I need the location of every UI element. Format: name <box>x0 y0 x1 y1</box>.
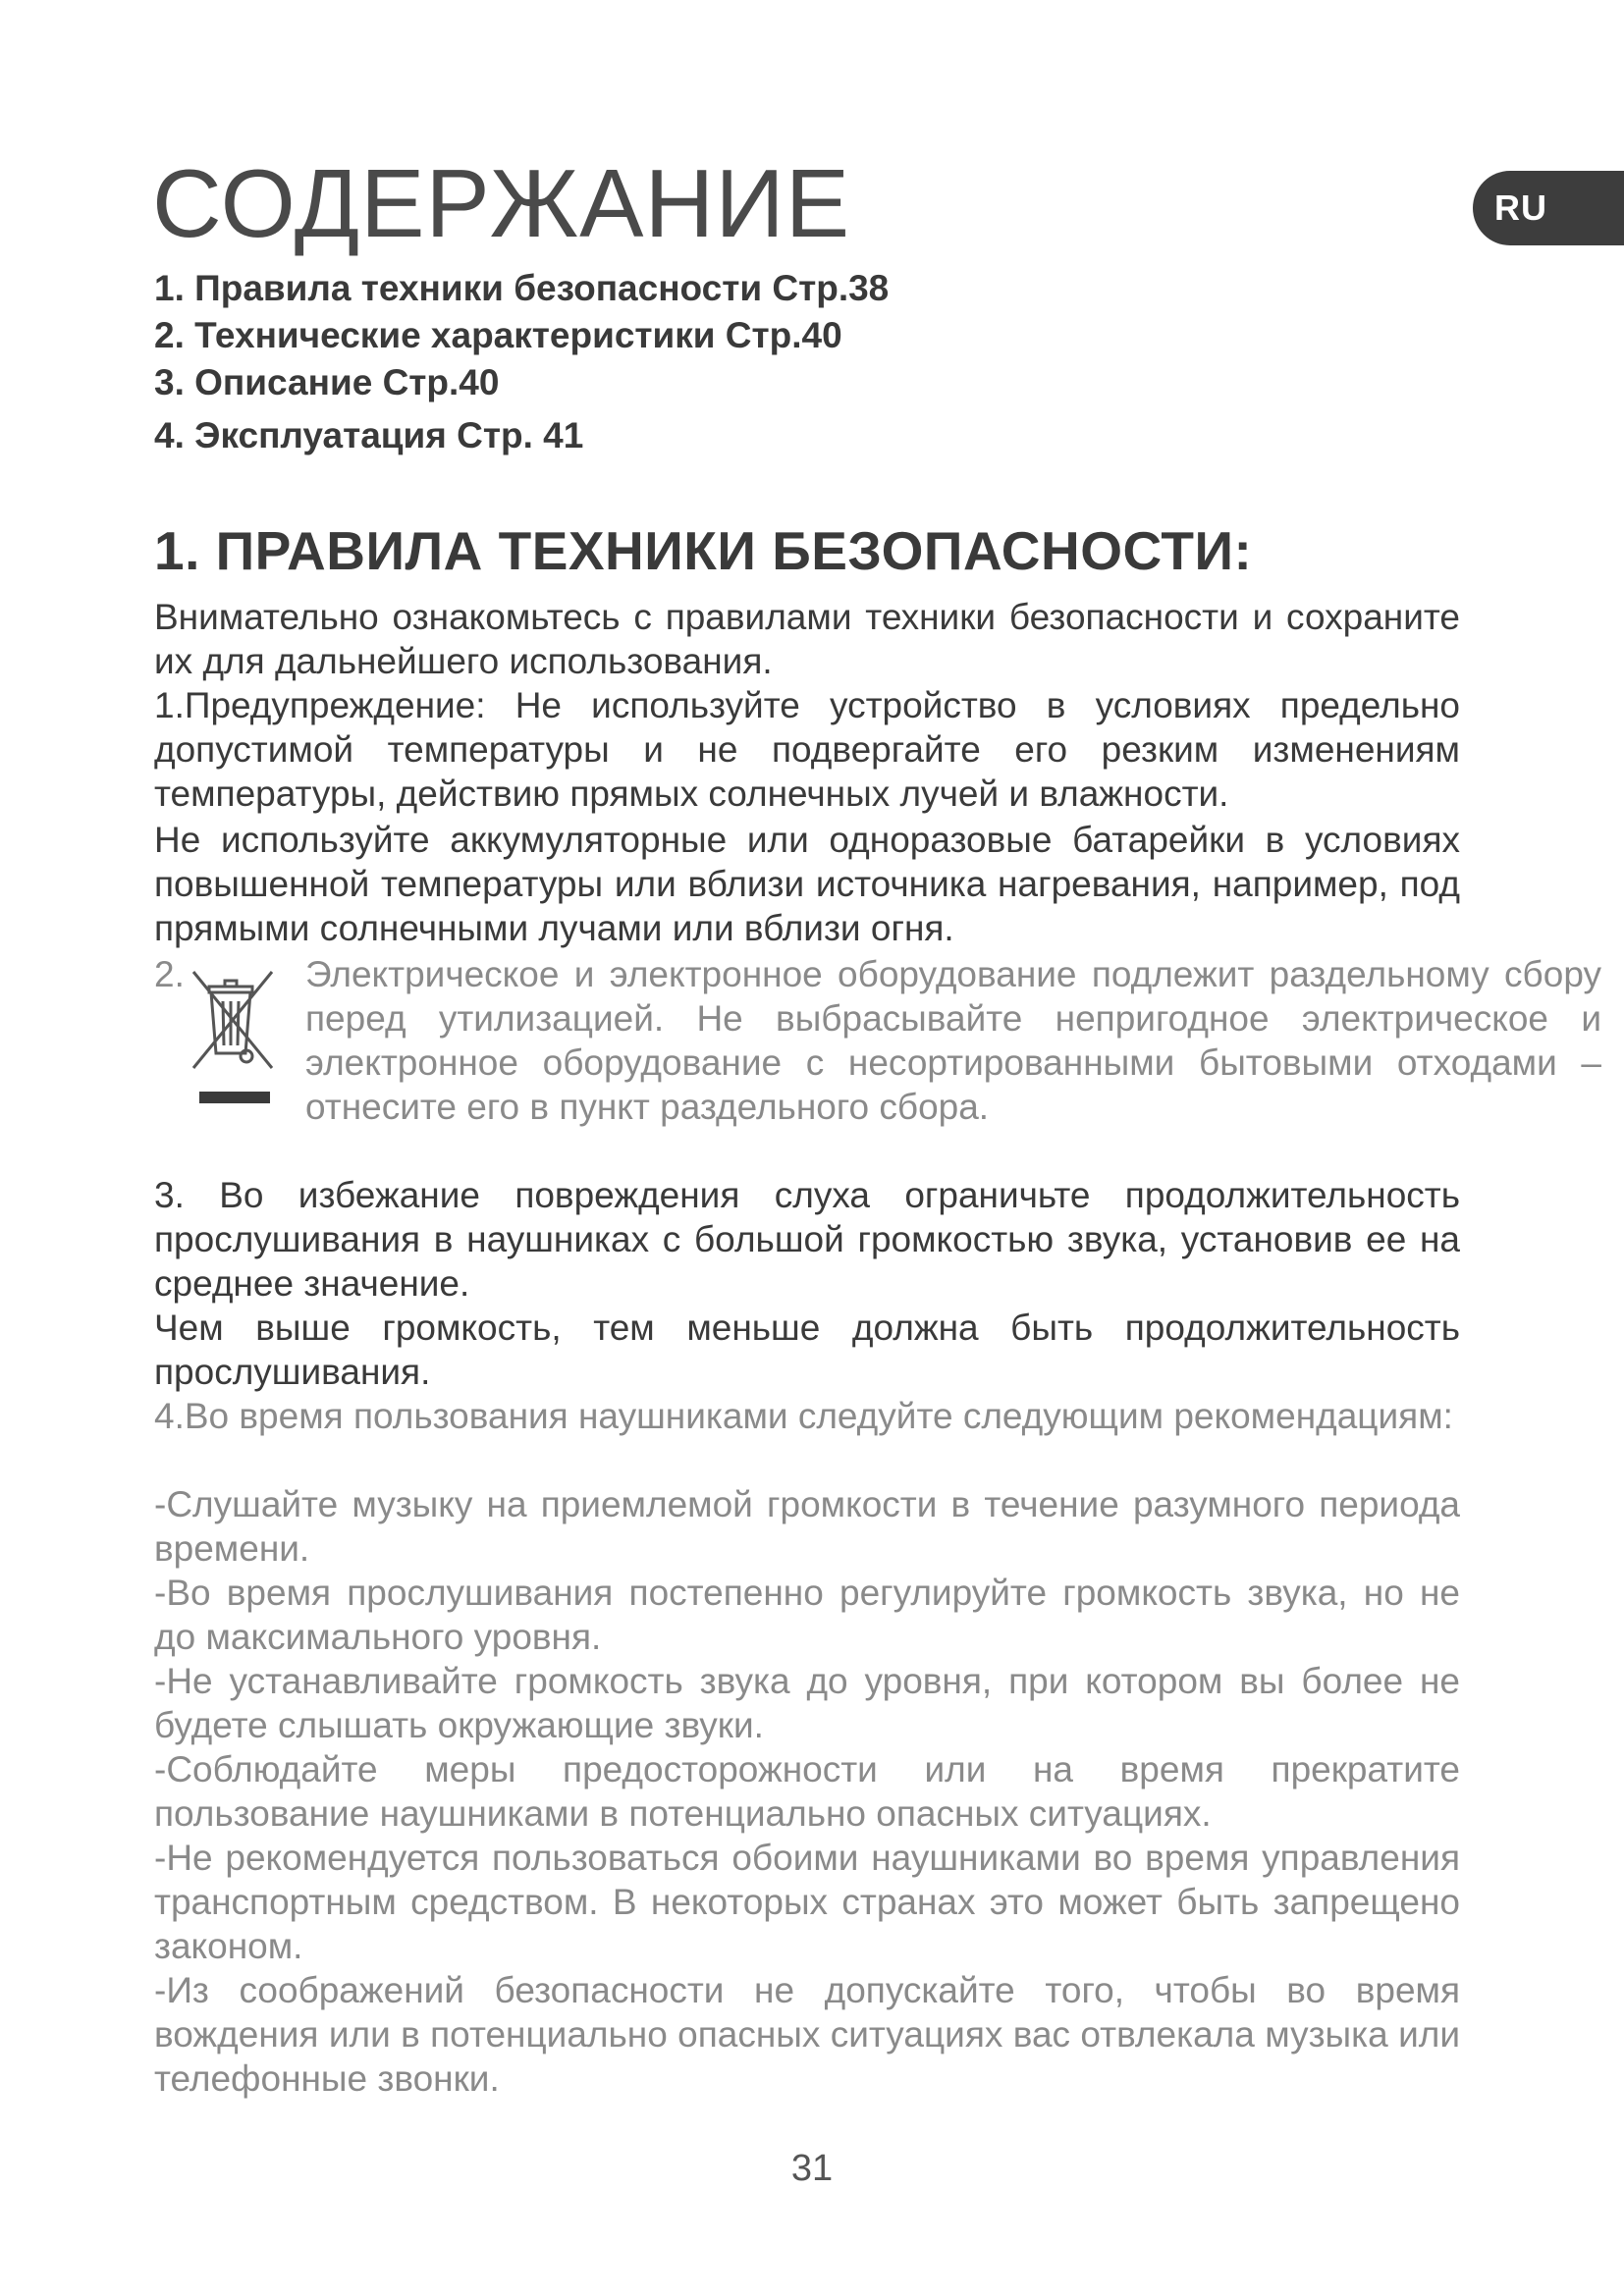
language-tab: RU <box>1473 171 1624 245</box>
disposal-paragraph: Электрическое и электронное оборудование подлежит раздельному сбору перед утилизацией. Не выбрасывайте непригодное электрическое и электронное оборудование с несортированными бытовыми отходами – отнесите его в пункт раздельного сбора. <box>305 954 1601 1127</box>
page-title: СОДЕРЖАНИЕ <box>152 149 851 257</box>
recommendation-item: -Во время прослушивания постепенно регулируйте громкость звука, но не до максимального уровня. <box>154 1573 1460 1657</box>
intro-paragraph: Внимательно ознакомьтесь с правилами техники безопасности и сохраните их для дальнейшего использования. <box>154 597 1460 681</box>
toc-item: 1. Правила техники безопасности Стр.38 <box>154 268 890 308</box>
disposal-number: 2. <box>154 954 185 994</box>
section-heading: 1. ПРАВИЛА ТЕХНИКИ БЕЗОПАСНОСТИ: <box>154 520 1253 581</box>
recommendation-item: -Не устанавливайте громкость звука до уровня, при котором вы более не будете слышать окружающие звуки. <box>154 1661 1460 1745</box>
hearing-paragraph: 3. Во избежание повреждения слуха ограничьте продолжительность прослушивания в наушниках с большой громкостью звука, установив ее на среднее значение. <box>154 1175 1460 1304</box>
table-of-contents <box>154 265 889 459</box>
page-number: 31 <box>790 2148 834 2189</box>
warning-paragraph-1: 1.Предупреждение: Не используйте устройство в условиях предельно допустимой температуры и не подвергайте его резким изменениям температуры, действию прямых солнечных лучей и влажности. <box>154 685 1460 814</box>
recommendations-intro: 4.Во время пользования наушниками следуйте следующим рекомендациям: <box>154 1396 1453 1436</box>
battery-paragraph: Не используйте аккумуляторные или одноразовые батарейки в условиях повышенной температуры или вблизи источника нагревания, например, под прямыми солнечными лучами или вблизи огня. <box>154 820 1460 948</box>
crossed-out-wheelie-bin-icon <box>189 962 278 1109</box>
recommendation-item: -Слушайте музыку на приемлемой громкости в течение разумного периода времени. <box>154 1484 1460 1569</box>
recommendation-item: -Соблюдайте меры предосторожности или на время прекратите пользование наушниками в потенциально опасных ситуациях. <box>154 1749 1460 1834</box>
toc-item: 4. Эксплуатация Стр. 41 <box>154 415 584 455</box>
toc-item: 2. Технические характеристики Стр.40 <box>154 315 842 355</box>
recommendation-item: -Из соображений безопасности не допускайте того, чтобы во время вождения или в потенциально опасных ситуациях вас отвлекала музыка или телефонные звонки. <box>154 1970 1460 2099</box>
volume-paragraph: Чем выше громкость, тем меньше должна быть продолжительность прослушивания. <box>154 1308 1460 1392</box>
recommendation-item: -Не рекомендуется пользоваться обоими наушниками во время управления транспортным средством. В некоторых странах это может быть запрещено законом. <box>154 1838 1460 1966</box>
toc-item: 3. Описание Стр.40 <box>154 362 500 402</box>
